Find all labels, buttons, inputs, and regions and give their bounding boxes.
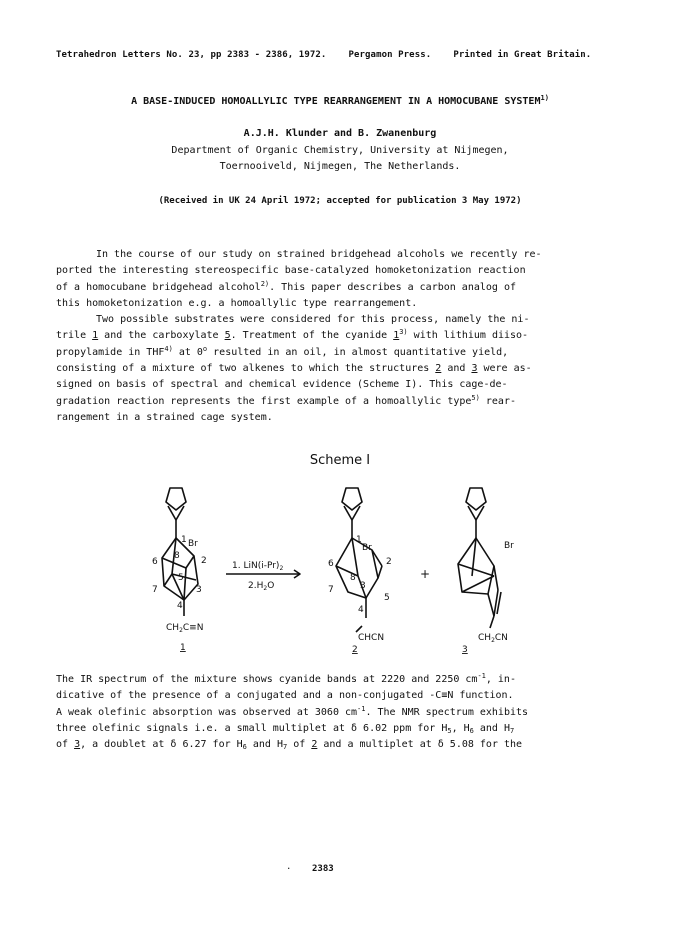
text-line: of a homocubane bridgehead alcohol$^{2)}$. This paper describes a carbon analog of <box>56 279 516 293</box>
text-line: Two possible substrates were considered for this process, namely the ni- <box>96 314 530 326</box>
c1-n8: 8 <box>174 551 180 561</box>
c2-n4: 4 <box>358 605 364 615</box>
reagent-1: 1. $LiN(i-Pr)_2$ <box>232 561 284 572</box>
compound-3-structure <box>458 488 501 628</box>
reagent-2: $2.H_2O$ <box>248 581 275 592</box>
received-dates: (Received in UK 24 April 1972; accepted for publication 3 May 1972) <box>158 196 522 206</box>
text-line: this homoketonization e.g. a homoallylic type rearrangement. <box>56 297 418 309</box>
text-line: In the course of our study on strained bridgehead alcohols we recently re- <box>96 249 542 260</box>
title-ref: 1) <box>540 94 549 102</box>
scheme-title: Scheme I <box>309 453 371 468</box>
journal-header <box>56 50 591 60</box>
text-line: rangement in a strained cage system. <box>56 411 273 423</box>
body-intro <box>56 247 636 426</box>
c1-substituent: $CH_2C\equiv N$ <box>166 623 204 634</box>
c2-n8: 8 <box>350 573 356 583</box>
c2-label: 2 <box>352 645 358 655</box>
c3-label: 3 <box>462 645 468 655</box>
title-text: A BASE-INDUCED HOMOALLYLIC TYPE REARRANGEMENT IN A HOMOCUBANE SYSTEM <box>131 96 541 107</box>
text-line: of 3, a doublet at δ 6.27 for $H_6$ and $H_7$ of 2 and a multiplet at δ 5.08 for the <box>56 739 523 752</box>
text-line: A weak olefinic absorption was observed at 3060 $cm^{-1}$. The NMR spectrum exhibits <box>56 704 529 718</box>
text-line: ported the interesting stereospecific base-catalyzed homoketonization reaction <box>56 265 526 277</box>
c1-n6: 6 <box>152 557 158 567</box>
text-line: propylamide in THF$^{4)}$ at 0$^o$ resulted in an oil, in almost quantitative yield, <box>56 344 509 358</box>
text-line: trile 1 and the carboxylate 5. Treatment of the cyanide 1$^{3)}$ with lithium diiso- <box>56 328 529 342</box>
text-line: signed on basis of spectral and chemical evidence (Scheme I). This cage-de- <box>56 379 508 391</box>
c1-n2: 2 <box>201 556 207 566</box>
c1-n4: 4 <box>177 601 183 611</box>
c2-n2: 2 <box>386 557 392 567</box>
c2-n7: 7 <box>328 585 334 595</box>
text-line: gradation reaction represents the first example of a homoallylic type$^{5)}$ rear- <box>56 393 516 407</box>
stray-mark: . <box>286 862 292 872</box>
c3-br: Br <box>504 541 514 551</box>
affiliation-line-1: Department of Organic Chemistry, University at Nijmegen, <box>171 145 509 156</box>
plus-sign: + <box>420 567 431 581</box>
c2-br: Br <box>362 543 372 553</box>
affiliation-line-2: Toernooiveld, Nijmegen, The Netherlands. <box>219 161 461 172</box>
scheme-figure <box>0 480 680 670</box>
text-line: dicative of the presence of a conjugated and a non-conjugated -C≡N function. <box>56 690 514 702</box>
c1-br: Br <box>188 539 198 549</box>
c2-n3: 3 <box>360 581 366 591</box>
text-line: three olefinic signals i.e. a small multiplet at δ 6.02 ppm for $H_5$, $H_6$ and $H_7$ <box>56 722 515 735</box>
publisher: Pergamon Press. <box>348 50 432 60</box>
c1-label: 1 <box>180 643 186 653</box>
printed-in: Printed in Great Britain. <box>453 50 592 60</box>
c2-n6: 6 <box>328 559 334 569</box>
compound-1-structure <box>162 488 198 616</box>
text-line: consisting of a mixture of two alkenes to which the structures 2 and 3 were as- <box>56 363 532 375</box>
c2-substituent: CHCN <box>358 633 385 643</box>
c1-n7: 7 <box>152 585 158 595</box>
c1-n1: 1 <box>181 535 187 545</box>
c2-n1: 1 <box>356 535 362 545</box>
c3-substituent: $CH_2CN$ <box>478 633 508 644</box>
body-spectra <box>56 672 636 753</box>
journal-citation: Tetrahedron Letters No. 23, pp 2383 - 2386, 1972. <box>56 50 327 60</box>
c1-n5: 5 <box>178 573 184 583</box>
authors: A.J.H. Klunder and B. Zwanenburg <box>243 128 437 139</box>
text-line: The IR spectrum of the mixture shows cyanide bands at 2220 and 2250 $cm^{-1}$, in- <box>56 672 516 685</box>
page-number: 2383 <box>312 864 334 874</box>
paper-title <box>0 96 680 107</box>
c2-n5: 5 <box>384 593 390 603</box>
c1-n3: 3 <box>196 585 202 595</box>
